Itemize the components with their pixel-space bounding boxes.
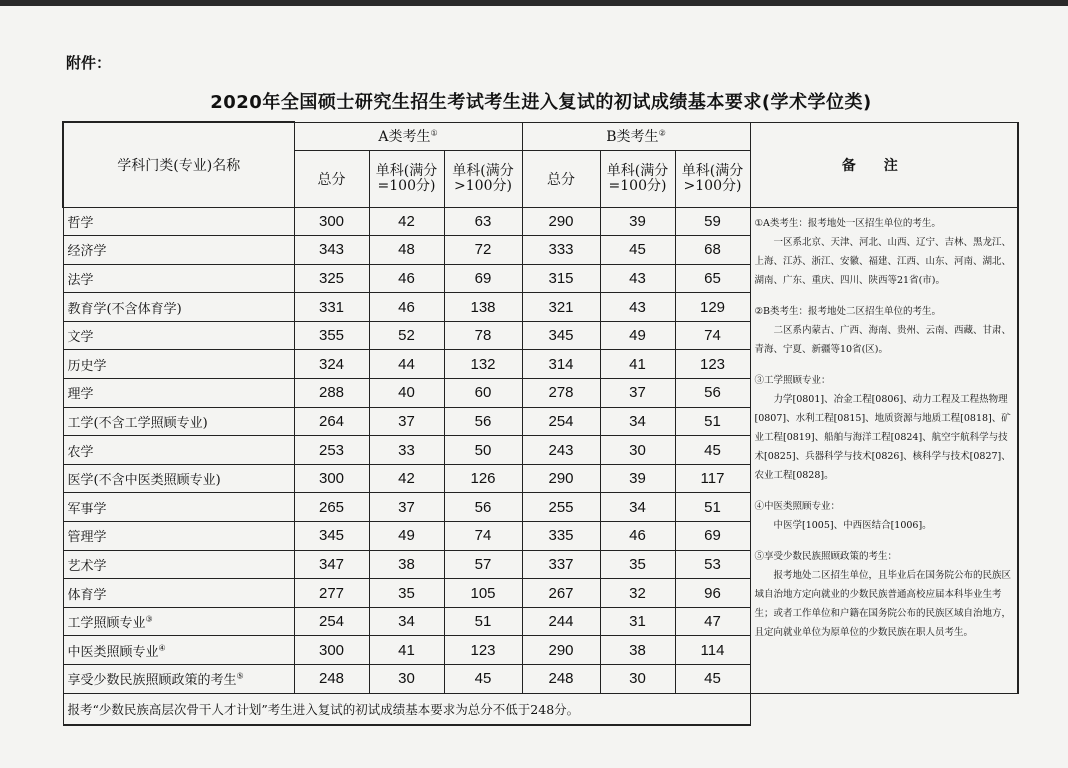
b-s100-cell: 39 xyxy=(600,464,675,493)
a-sgt-cell: 132 xyxy=(444,350,522,379)
b-sgt-cell: 56 xyxy=(675,379,750,408)
b-sgt-cell: 45 xyxy=(675,665,750,694)
subject-name xyxy=(63,236,294,265)
b-single100-header xyxy=(600,150,675,207)
subject-name xyxy=(63,522,294,551)
b-sgt-cell: 96 xyxy=(675,579,750,608)
a-singlegt100-header xyxy=(444,150,522,207)
footnote-mark: ④ xyxy=(158,643,166,653)
b-sgt-cell: 68 xyxy=(675,236,750,265)
a-s100-cell: 35 xyxy=(369,579,444,608)
b-sgt-cell: 129 xyxy=(675,293,750,322)
b-sgt-cell: 59 xyxy=(675,207,750,236)
b-s100-cell: 43 xyxy=(600,264,675,293)
b-s100-cell: 34 xyxy=(600,493,675,522)
group-b-mark: ② xyxy=(658,128,666,138)
annex-label: 附件： xyxy=(66,54,112,72)
a-single100-line2: =100分) xyxy=(377,177,436,194)
subject-name xyxy=(63,579,294,608)
a-s100-cell: 42 xyxy=(369,464,444,493)
b-total-cell: 345 xyxy=(522,321,600,350)
b-total-cell: 255 xyxy=(522,493,600,522)
b-s100-cell: 34 xyxy=(600,407,675,436)
b-s100-cell: 32 xyxy=(600,579,675,608)
subject-column-header: 学科门类(专业)名称 xyxy=(63,122,294,207)
subject-name xyxy=(63,350,294,379)
note-body: 报考地处二区招生单位，且毕业后在国务院公布的民族区域自治地方定向就业的少数民族普通高校应届本科毕业生考生；或者工作单位和户籍在国务院公布的民族区域自治地方，且定向就业单位为原单位的少数民族在职人员考生。 xyxy=(754,569,1012,638)
a-total-cell: 264 xyxy=(294,407,369,436)
note-head: ②B类考生：报考地处二区招生单位的考生。 xyxy=(754,305,941,317)
b-singlegt100-header xyxy=(675,150,750,207)
a-total-cell: 345 xyxy=(294,522,369,551)
a-sgt-cell: 69 xyxy=(444,264,522,293)
subject-name-text: 工学照顾专业 xyxy=(67,616,146,632)
a-sgt-cell: 126 xyxy=(444,464,522,493)
b-sgt-cell: 117 xyxy=(675,464,750,493)
a-s100-cell: 46 xyxy=(369,293,444,322)
a-s100-cell: 44 xyxy=(369,350,444,379)
note-body: 中医学[1005]、中西医结合[1006]。 xyxy=(773,519,932,531)
a-s100-cell: 42 xyxy=(369,207,444,236)
b-s100-cell: 30 xyxy=(600,665,675,694)
b-single100-line1: 单科(满分 xyxy=(606,162,669,179)
b-total-cell: 337 xyxy=(522,550,600,579)
footer-note: 报考“少数民族高层次骨干人才计划”考生进入复试的初试成绩基本要求为总分不低于248分。 xyxy=(63,693,750,725)
b-s100-cell: 35 xyxy=(600,550,675,579)
b-total-cell: 267 xyxy=(522,579,600,608)
a-s100-cell: 34 xyxy=(369,607,444,636)
subject-name-text: 哲学 xyxy=(67,215,94,231)
b-s100-cell: 31 xyxy=(600,607,675,636)
subject-name-text: 教育学(不含体育学) xyxy=(67,301,182,317)
a-total-cell: 347 xyxy=(294,550,369,579)
a-sgt-cell: 72 xyxy=(444,236,522,265)
a-sgt-cell: 50 xyxy=(444,436,522,465)
subject-name-text: 农学 xyxy=(67,444,94,460)
a-singlegt100-line1: 单科(满分 xyxy=(452,162,514,179)
b-sgt-cell: 45 xyxy=(675,436,750,465)
b-total-cell: 244 xyxy=(522,607,600,636)
subject-name xyxy=(63,207,294,236)
subject-name-text: 经济学 xyxy=(67,244,107,260)
subject-name xyxy=(63,321,294,350)
b-total-cell: 321 xyxy=(522,293,600,322)
a-s100-cell: 52 xyxy=(369,321,444,350)
b-s100-cell: 45 xyxy=(600,236,675,265)
subject-name xyxy=(63,665,294,694)
b-sgt-cell: 65 xyxy=(675,264,750,293)
b-sgt-cell: 69 xyxy=(675,522,750,551)
a-s100-cell: 30 xyxy=(369,665,444,694)
b-sgt-cell: 51 xyxy=(675,493,750,522)
a-total-cell: 300 xyxy=(294,464,369,493)
a-sgt-cell: 74 xyxy=(444,522,522,551)
subject-name xyxy=(63,264,294,293)
group-a-label: A类考生 xyxy=(378,129,431,145)
subject-name xyxy=(63,464,294,493)
a-sgt-cell: 63 xyxy=(444,207,522,236)
a-singlegt100-line2: >100分) xyxy=(454,177,512,194)
b-total-cell: 314 xyxy=(522,350,600,379)
a-total-cell: 288 xyxy=(294,379,369,408)
a-total-cell: 277 xyxy=(294,579,369,608)
a-total-cell: 265 xyxy=(294,493,369,522)
footnote-mark: ⑤ xyxy=(236,671,244,681)
b-total-cell: 335 xyxy=(522,522,600,551)
score-table xyxy=(62,121,1019,726)
b-total-cell: 333 xyxy=(522,236,600,265)
subject-name-text: 历史学 xyxy=(67,358,107,374)
b-sgt-cell: 74 xyxy=(675,321,750,350)
a-s100-cell: 37 xyxy=(369,493,444,522)
b-total-cell: 290 xyxy=(522,207,600,236)
group-a-header xyxy=(294,122,522,150)
subject-name xyxy=(63,379,294,408)
a-sgt-cell: 57 xyxy=(444,550,522,579)
b-total-cell: 254 xyxy=(522,407,600,436)
b-s100-cell: 49 xyxy=(600,321,675,350)
note-head: ①A类考生：报考地处一区招生单位的考生。 xyxy=(754,217,941,229)
b-sgt-cell: 53 xyxy=(675,550,750,579)
a-total-cell: 253 xyxy=(294,436,369,465)
subject-name-text: 医学(不含中医类照顾专业) xyxy=(67,473,221,489)
b-total-cell: 290 xyxy=(522,636,600,665)
note-block xyxy=(755,547,1012,642)
b-sgt-cell: 123 xyxy=(675,350,750,379)
subject-name-text: 艺术学 xyxy=(67,558,107,574)
group-b-label: B类考生 xyxy=(606,129,659,145)
a-single100-line1: 单科(满分 xyxy=(375,162,438,179)
a-sgt-cell: 138 xyxy=(444,293,522,322)
a-total-cell: 300 xyxy=(294,636,369,665)
a-total-cell: 331 xyxy=(294,293,369,322)
subject-name xyxy=(63,436,294,465)
subject-name xyxy=(63,407,294,436)
subject-name-text: 享受少数民族照顾政策的考生 xyxy=(67,673,237,689)
b-total-cell: 315 xyxy=(522,264,600,293)
subject-name xyxy=(63,636,294,665)
subject-name-text: 工学(不含工学照顾专业) xyxy=(67,415,208,431)
b-sgt-cell: 51 xyxy=(675,407,750,436)
b-total-header: 总分 xyxy=(522,150,600,207)
subject-name xyxy=(63,493,294,522)
a-total-cell: 324 xyxy=(294,350,369,379)
subject-name-text: 文学 xyxy=(67,330,94,346)
a-s100-cell: 49 xyxy=(369,522,444,551)
subject-name xyxy=(63,293,294,322)
note-block xyxy=(755,302,1012,359)
b-singlegt100-line1: 单科(满分 xyxy=(681,162,744,179)
a-sgt-cell: 105 xyxy=(444,579,522,608)
subject-name xyxy=(63,607,294,636)
a-single100-header xyxy=(369,150,444,207)
b-singlegt100-line2: >100分) xyxy=(683,177,742,194)
a-s100-cell: 38 xyxy=(369,550,444,579)
a-total-cell: 355 xyxy=(294,321,369,350)
a-total-cell: 254 xyxy=(294,607,369,636)
note-block xyxy=(755,371,1012,485)
notes-header: 备注 xyxy=(750,122,1018,207)
subject-name-text: 法学 xyxy=(67,272,94,288)
b-total-cell: 248 xyxy=(522,665,600,694)
a-total-header: 总分 xyxy=(294,150,369,207)
top-dark-bar xyxy=(0,0,1068,6)
a-total-cell: 248 xyxy=(294,665,369,694)
subject-name-text: 体育学 xyxy=(67,587,107,603)
a-sgt-cell: 45 xyxy=(444,665,522,694)
b-single100-line2: =100分) xyxy=(608,177,667,194)
footer-row xyxy=(63,693,1018,725)
a-total-cell: 343 xyxy=(294,236,369,265)
b-total-cell: 290 xyxy=(522,464,600,493)
a-s100-cell: 48 xyxy=(369,236,444,265)
a-sgt-cell: 56 xyxy=(444,493,522,522)
b-s100-cell: 38 xyxy=(600,636,675,665)
group-b-header xyxy=(522,122,750,150)
notes-cell xyxy=(750,207,1018,693)
a-sgt-cell: 60 xyxy=(444,379,522,408)
b-sgt-cell: 114 xyxy=(675,636,750,665)
note-head: ③工学照顾专业： xyxy=(754,374,831,386)
a-s100-cell: 46 xyxy=(369,264,444,293)
b-s100-cell: 39 xyxy=(600,207,675,236)
a-sgt-cell: 51 xyxy=(444,607,522,636)
b-s100-cell: 30 xyxy=(600,436,675,465)
note-head: ⑤享受少数民族照顾政策的考生： xyxy=(754,550,898,562)
subject-name-text: 中医类照顾专业 xyxy=(67,644,159,660)
b-s100-cell: 43 xyxy=(600,293,675,322)
b-s100-cell: 46 xyxy=(600,522,675,551)
note-body: 二区系内蒙古、广西、海南、贵州、云南、西藏、甘肃、青海、宁夏、新疆等10省(区)。 xyxy=(754,324,1012,355)
note-block xyxy=(755,214,1012,290)
note-block xyxy=(755,497,1012,535)
subject-name xyxy=(63,550,294,579)
a-s100-cell: 41 xyxy=(369,636,444,665)
b-s100-cell: 37 xyxy=(600,379,675,408)
a-s100-cell: 40 xyxy=(369,379,444,408)
b-total-cell: 243 xyxy=(522,436,600,465)
a-s100-cell: 37 xyxy=(369,407,444,436)
b-total-cell: 278 xyxy=(522,379,600,408)
a-sgt-cell: 123 xyxy=(444,636,522,665)
subject-name-text: 军事学 xyxy=(67,501,107,517)
a-s100-cell: 33 xyxy=(369,436,444,465)
a-total-cell: 300 xyxy=(294,207,369,236)
note-body: 一区系北京、天津、河北、山西、辽宁、吉林、黑龙江、上海、江苏、浙江、安徽、福建、江西、山东、河南、湖北、湖南、广东、重庆、四川、陕西等21省(市)。 xyxy=(754,236,1012,286)
a-sgt-cell: 56 xyxy=(444,407,522,436)
a-sgt-cell: 78 xyxy=(444,321,522,350)
subject-name-text: 理学 xyxy=(67,387,94,403)
a-total-cell: 325 xyxy=(294,264,369,293)
footnote-mark: ③ xyxy=(145,614,153,624)
b-s100-cell: 41 xyxy=(600,350,675,379)
b-sgt-cell: 47 xyxy=(675,607,750,636)
note-head: ④中医类照顾专业： xyxy=(754,500,841,512)
subject-name-text: 管理学 xyxy=(67,530,107,546)
group-a-mark: ① xyxy=(430,128,438,138)
note-body: 力学[0801]、冶金工程[0806]、动力工程及工程热物理[0807]、水利工程[0815]、地质资源与地质工程[0818]、矿业工程[0819]、船舶与海洋工程[0824]、航空宇航科学与技术[0825]、兵器科学与技术[0826]、核科学与技术[0827]、农业工程[0828]。 xyxy=(754,393,1011,481)
document-title: 2020年全国硕士研究生招生考试考生进入复试的初试成绩基本要求(学术学位类) xyxy=(210,92,872,113)
table-row xyxy=(63,207,1018,236)
